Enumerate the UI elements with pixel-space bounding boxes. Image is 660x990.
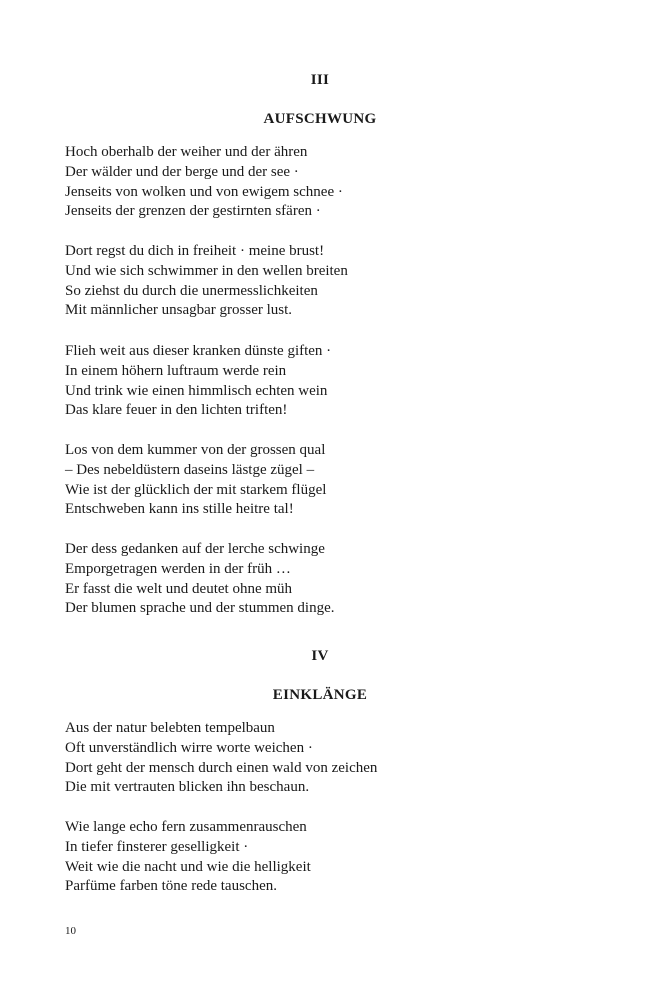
section-numeral: III — [310, 72, 330, 88]
stanza — [65, 242, 625, 321]
stanza — [65, 342, 625, 421]
poem-line: Mit männlicher unsagbar grosser lust. — [65, 302, 293, 319]
poem-line: Und trink wie einen himmlisch echten wein — [65, 382, 328, 399]
poem-line: Dort geht der mensch durch einen wald von zeichen — [65, 759, 378, 776]
poem-line: Der blumen sprache und der stummen dinge. — [65, 600, 335, 617]
stanza — [65, 719, 625, 798]
poem-line: Parfüme farben töne rede tauschen. — [65, 878, 277, 895]
poem-line: In einem höhern luftraum werde rein — [65, 362, 287, 379]
poem-line: Er fasst die welt und deutet ohne müh — [65, 580, 293, 597]
poem-line: In tiefer finsterer geselligkeit · — [65, 838, 249, 855]
stanza — [65, 818, 625, 897]
section-title: EINKLÄNGE — [272, 687, 368, 703]
section-title: AUFSCHWUNG — [263, 111, 377, 127]
page-number: 10 — [65, 925, 76, 937]
stanza — [65, 143, 625, 222]
poem-line: Aus der natur belebten tempelbaun — [65, 720, 275, 736]
poem-line: Flieh weit aus dieser kranken dünste giften · — [65, 343, 332, 359]
poem-line: Oft unverständlich wirre worte weichen · — [65, 739, 313, 756]
poem-line: Dort regst du dich in freiheit · meine brust! — [65, 243, 325, 259]
poem-line: Und wie sich schwimmer in den wellen breiten — [65, 262, 348, 279]
poem-line: Los von dem kummer von der grossen qual — [65, 442, 326, 458]
poem-line: – Des nebeldüstern daseins lästge zügel – — [65, 461, 315, 478]
poem-line: Die mit vertrauten blicken ihn beschaun. — [65, 779, 310, 796]
poem-line: Jenseits der grenzen der gestirnten sfären · — [65, 203, 321, 220]
stanza — [65, 441, 625, 520]
poem-line: Der wälder und der berge und der see · — [65, 163, 299, 180]
poem-line: Emporgetragen werden in der früh … — [65, 560, 291, 577]
poem-line: Jenseits von wolken und von ewigem schnee · — [65, 183, 343, 200]
stanza — [65, 540, 625, 619]
poem-line: Das klare feuer in den lichten triften! — [65, 402, 288, 419]
poem-line: Entschweben kann ins stille heitre tal! — [65, 501, 294, 518]
poem-line: Hoch oberhalb der weiher und der ähren — [65, 144, 308, 160]
section-numeral: IV — [311, 648, 329, 664]
poem-line: Der dess gedanken auf der lerche schwinge — [65, 541, 325, 557]
poem-line: Weit wie die nacht und wie die helligkeit — [65, 858, 311, 875]
poem-line: Wie ist der glücklich der mit starkem flügel — [65, 481, 327, 498]
poem-line: Wie lange echo fern zusammenrauschen — [65, 819, 307, 835]
poem-line: So ziehst du durch die unermesslichkeiten — [65, 282, 318, 299]
